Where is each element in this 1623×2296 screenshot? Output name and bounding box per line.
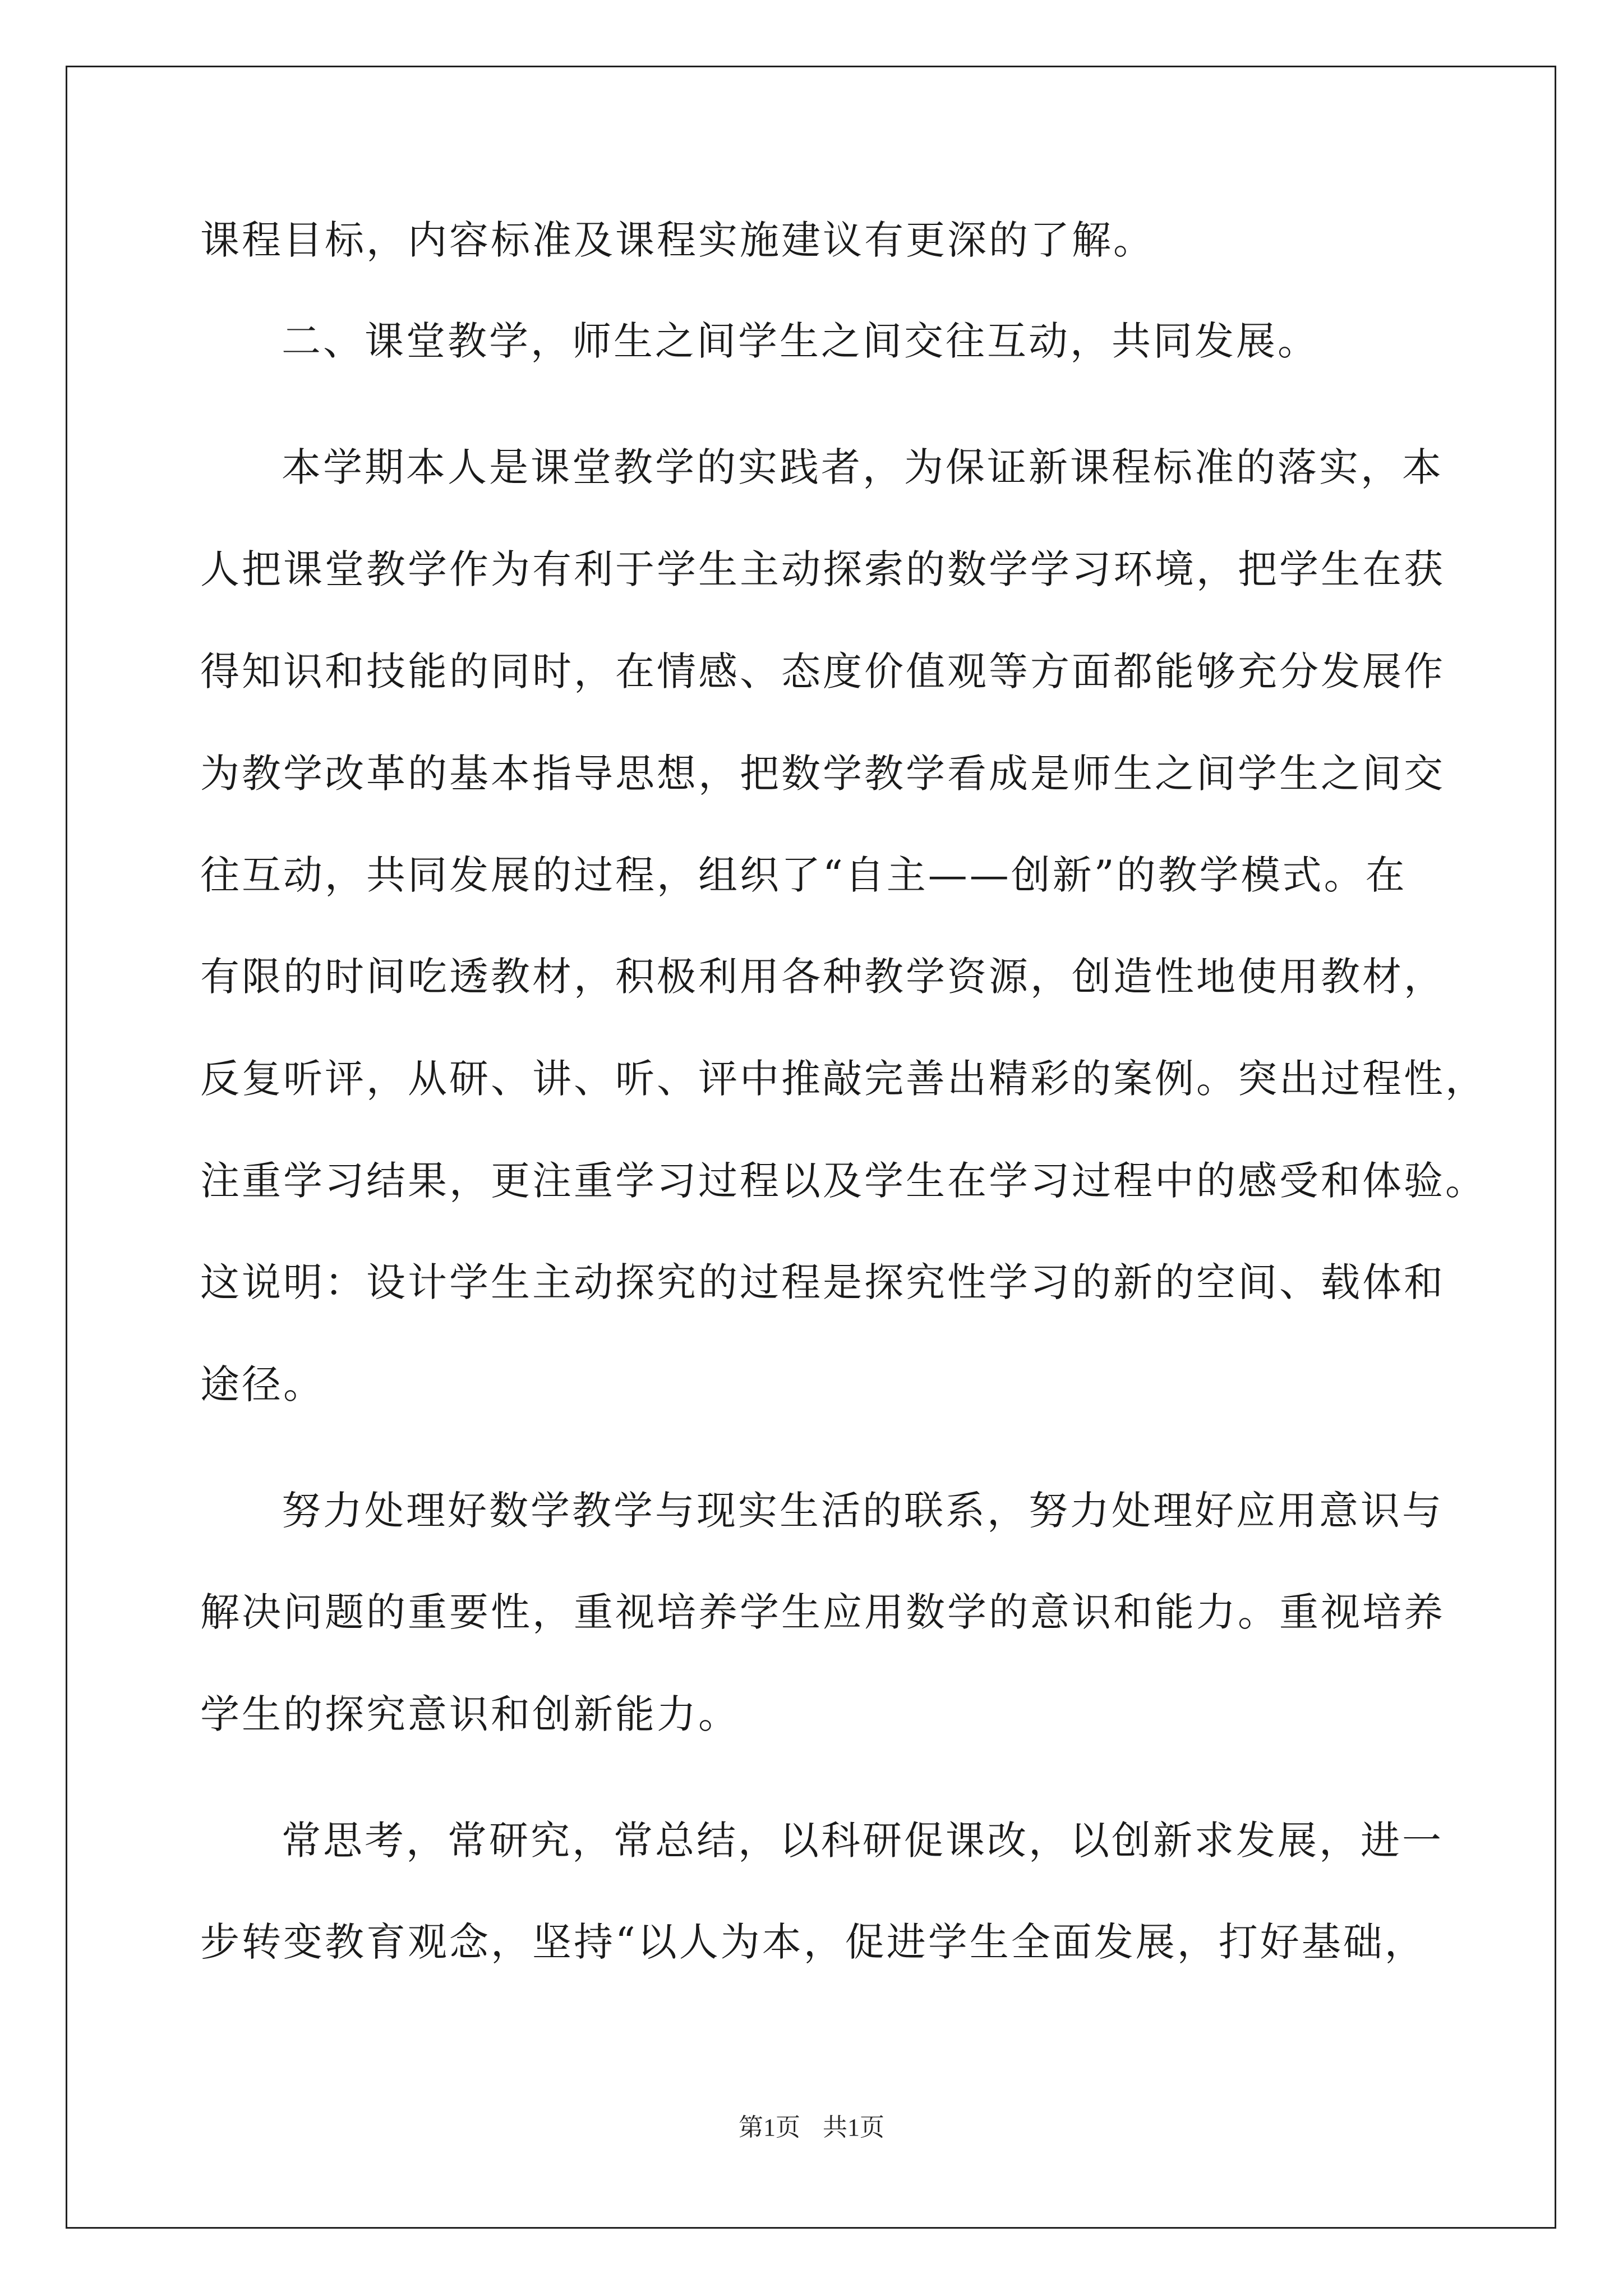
text-line: 课程目标，内容标准及课程实施建议有更深的了解。 [200,217,1155,263]
text-line: 努力处理好数学教学与现实生活的联系，努力处理好应用意识与 [282,1488,1444,1534]
text-line: 有限的时间吃透教材，积极利用各种教学资源，创造性地使用教材， [200,954,1445,1000]
text-line: 本学期本人是课堂教学的实践者，为保证新课程标准的落实，本 [282,444,1444,490]
page-number-total: 共1页 [823,2114,884,2141]
text-line: 反复听评，从研、讲、听、评中推敲完善出精彩的案例。突出过程性， [200,1056,1487,1102]
text-line: 这说明：设计学生主动探究的过程是探究性学习的新的空间、载体和 [200,1259,1445,1305]
page-number-current: 第1页 [739,2114,800,2141]
text-line: 人把课堂教学作为有利于学生主动探索的数学学习环境，把学生在获 [200,546,1445,592]
text-line: 往互动，共同发展的过程，组织了“自主——创新”的教学模式。在 [200,852,1407,898]
text-line: 解决问题的重要性，重视培养学生应用数学的意识和能力。重视培养 [200,1589,1445,1635]
page-footer [0,2111,1623,2145]
section-heading: 二、课堂教学，师生之间学生之间交往互动，共同发展。 [282,318,1319,364]
text-line: 途径。 [200,1361,325,1407]
page-border [66,66,1556,2229]
text-line: 为教学改革的基本指导思想，把数学教学看成是师生之间学生之间交 [200,751,1445,797]
text-line: 学生的探究意识和创新能力。 [200,1691,740,1737]
text-line: 常思考，常研究，常总结，以科研促课改，以创新求发展，进一 [282,1818,1444,1864]
text-line: 得知识和技能的同时，在情感、态度价值观等方面都能够充分发展作 [200,648,1445,694]
text-line: 注重学习结果，更注重学习过程以及学生在学习过程中的感受和体验。 [200,1158,1487,1204]
text-line: 步转变教育观念，坚持“以人为本，促进学生全面发展，打好基础， [200,1919,1426,1965]
